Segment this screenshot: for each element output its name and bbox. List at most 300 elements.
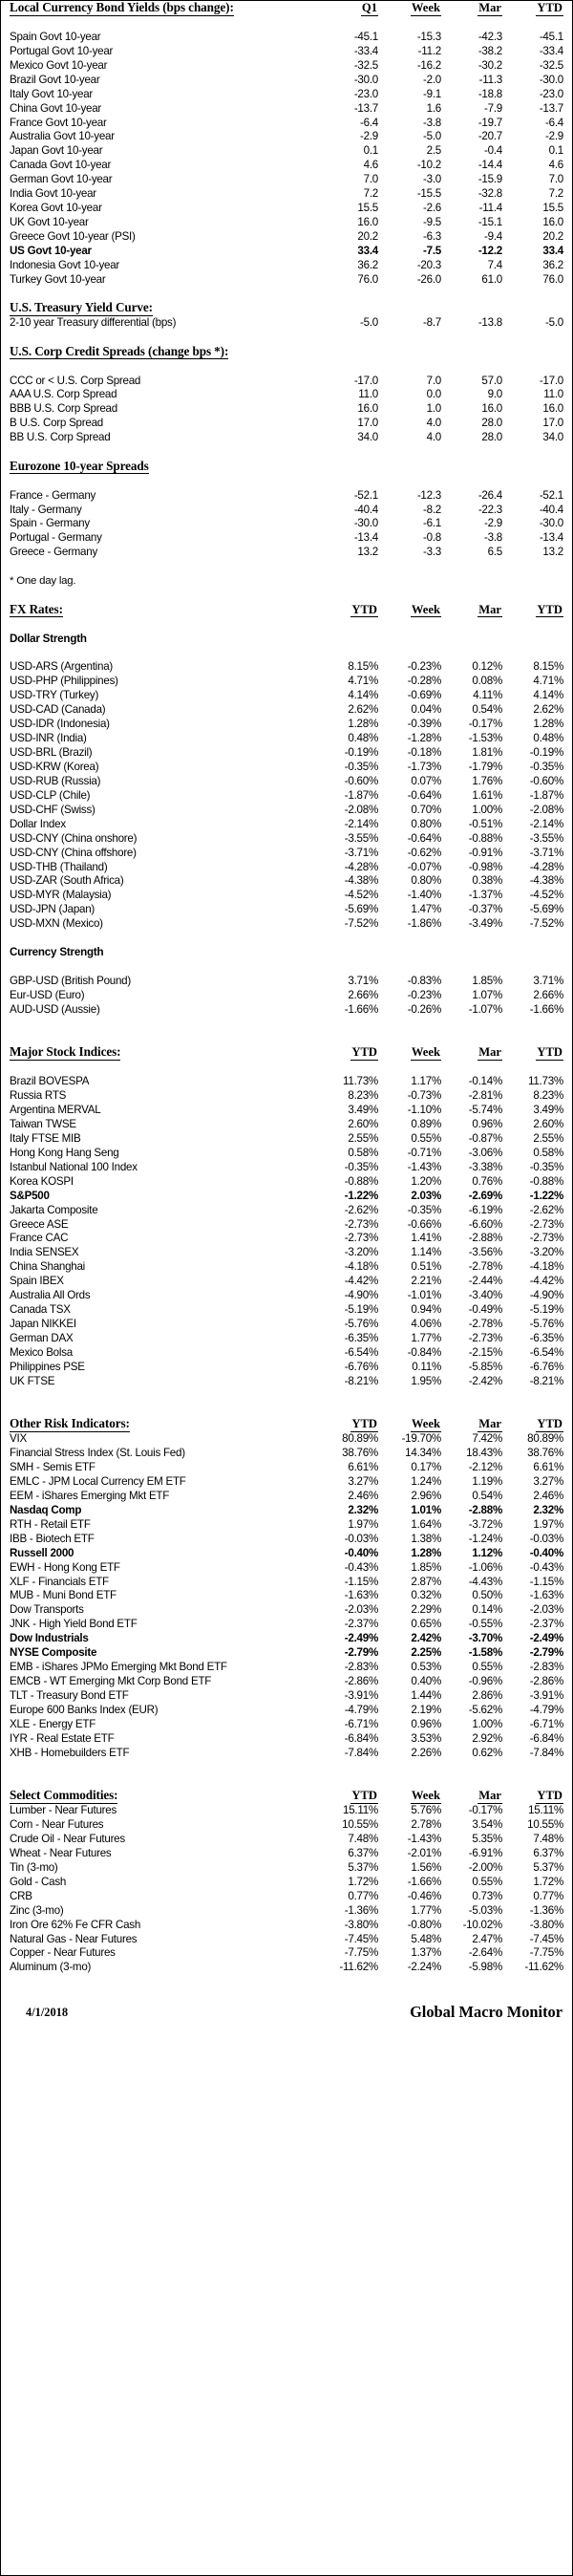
column-header-text: Week xyxy=(411,602,440,616)
spacer-cell xyxy=(1,331,572,345)
row-value: 1.95% xyxy=(411,1374,441,1387)
row-value: -1.10% xyxy=(407,1104,441,1116)
row-value: -0.64% xyxy=(407,831,441,845)
row-value: 4.71% xyxy=(533,675,563,688)
row-value: 0.40% xyxy=(411,1675,441,1688)
row-label: Brazil BOVESPA xyxy=(10,1075,90,1088)
row-label: Jakarta Composite xyxy=(10,1203,98,1216)
table-row xyxy=(1,488,572,503)
row-value: 13.2 xyxy=(542,546,563,559)
section-header-row xyxy=(1,603,572,618)
row-value: -7.84% xyxy=(529,1746,563,1759)
table-row xyxy=(1,1275,572,1289)
row-value: -1.66% xyxy=(407,1875,441,1888)
spacer-cell xyxy=(1,445,572,460)
row-value: -4.52% xyxy=(344,889,378,902)
row-value: 4.14% xyxy=(533,689,563,702)
row-value: -15.9 xyxy=(478,173,502,186)
row-value: -1.63% xyxy=(529,1589,563,1602)
row-value: 7.48% xyxy=(533,1832,563,1845)
row-value: -6.60% xyxy=(468,1217,502,1231)
footer-row xyxy=(1,2004,572,2020)
row-value: -2.08% xyxy=(529,803,563,816)
row-value: 4.6 xyxy=(548,159,563,172)
row-value: 6.37% xyxy=(533,1846,563,1859)
row-label: AAA U.S. Corp Spread xyxy=(10,388,117,401)
table-row xyxy=(1,402,572,417)
row-value: -17.0 xyxy=(353,374,378,387)
row-value: -6.71% xyxy=(529,1717,563,1730)
table-row xyxy=(1,1131,572,1146)
row-value: -0.07% xyxy=(407,860,441,873)
row-value: -7.75% xyxy=(529,1946,563,1960)
row-value: 0.17% xyxy=(411,1461,441,1473)
row-value: -1.53% xyxy=(468,732,502,745)
row-value: -13.7 xyxy=(353,101,378,115)
section-title-fx-rates xyxy=(1,603,322,618)
row-value: -2.86% xyxy=(529,1675,563,1688)
row-value: -4.42% xyxy=(344,1275,378,1288)
row-label: USD-CNY (China offshore) xyxy=(10,846,137,859)
spacer-row xyxy=(1,1975,572,1989)
row-value: -0.39% xyxy=(407,718,441,731)
spacer-cell xyxy=(1,1989,572,2004)
row-label: India SENSEX xyxy=(10,1246,79,1259)
row-value: -9.1 xyxy=(423,87,441,100)
row-value: 7.0 xyxy=(363,173,378,186)
row-label: USD-CLP (Chile) xyxy=(10,788,91,802)
section-title-text: FX Rates: xyxy=(10,601,63,616)
row-value: 0.54% xyxy=(472,703,502,717)
row-label: B U.S. Corp Spread xyxy=(10,417,103,430)
column-header xyxy=(387,603,450,618)
table-row xyxy=(1,903,572,917)
row-value: -0.17% xyxy=(468,1804,502,1817)
table-row xyxy=(1,272,572,287)
row-value: -26.0 xyxy=(416,272,441,286)
row-value: 1.28% xyxy=(533,718,563,731)
spacer-cell xyxy=(1,359,572,374)
row-value: 1.6 xyxy=(426,101,441,115)
row-value: 0.70% xyxy=(411,803,441,816)
section-title-eurozone-spreads xyxy=(1,460,322,475)
spacer-cell xyxy=(1,1774,572,1789)
spacer-cell xyxy=(1,1031,572,1045)
section-header-row xyxy=(1,1417,572,1432)
row-value: -4.90% xyxy=(344,1289,378,1302)
row-label: Italy - Germany xyxy=(10,503,82,516)
row-label: German Govt 10-year xyxy=(10,173,113,186)
column-header-text: YTD xyxy=(351,1417,377,1431)
row-value: 0.55% xyxy=(472,1661,502,1674)
row-label: Brazil Govt 10-year xyxy=(10,73,100,86)
row-value: -0.8 xyxy=(423,531,441,545)
row-label: XLF - Financials ETF xyxy=(10,1575,109,1588)
table-row xyxy=(1,159,572,173)
row-value: 1.97% xyxy=(533,1517,563,1531)
row-value: -2.81% xyxy=(468,1089,502,1103)
row-label: VIX xyxy=(10,1432,27,1446)
row-value: 5.37% xyxy=(533,1860,563,1874)
column-header xyxy=(387,1,450,16)
row-value: 76.0 xyxy=(357,272,378,286)
row-value: 1.37% xyxy=(411,1946,441,1960)
row-value: -40.4 xyxy=(539,503,563,516)
table-row xyxy=(1,1833,572,1847)
column-header-text: Week xyxy=(411,1045,440,1060)
row-label: USD-TRY (Turkey) xyxy=(10,689,99,702)
row-value: 20.2 xyxy=(542,230,563,243)
row-value: 0.54% xyxy=(472,1489,502,1502)
row-value: 0.04% xyxy=(411,703,441,717)
row-value: 7.2 xyxy=(548,187,563,201)
row-value: 7.4 xyxy=(487,258,502,271)
row-value: -4.90% xyxy=(529,1289,563,1302)
column-header-text: Q1 xyxy=(361,1,377,14)
row-label: Dollar Index xyxy=(10,817,66,830)
table-row xyxy=(1,1846,572,1860)
row-value: 1.12% xyxy=(472,1546,502,1559)
row-value: -20.3 xyxy=(416,258,441,271)
row-value: -11.2 xyxy=(417,44,441,57)
row-value: 1.77% xyxy=(411,1332,441,1344)
row-value: 0.51% xyxy=(411,1260,441,1274)
column-header xyxy=(450,1417,511,1432)
table-row xyxy=(1,546,572,560)
footer-date: 4/1/2018 xyxy=(26,2005,69,2019)
subsection-header-row xyxy=(1,946,572,960)
table-row xyxy=(1,689,572,703)
table-row xyxy=(1,1075,572,1089)
row-value: -2.12% xyxy=(468,1461,502,1473)
table-row xyxy=(1,1360,572,1374)
row-value: -6.54% xyxy=(529,1345,563,1359)
row-value: -2.73% xyxy=(529,1217,563,1231)
row-value: -0.43% xyxy=(529,1560,563,1574)
empty-cell xyxy=(387,574,450,589)
row-value: -7.45% xyxy=(529,1932,563,1945)
section-title-text: Major Stock Indices: xyxy=(10,1044,121,1060)
row-label: SMH - Semis ETF xyxy=(10,1461,96,1473)
section-title-stock-indices xyxy=(1,1045,322,1061)
row-label: Corn - Near Futures xyxy=(10,1818,104,1831)
row-value: 0.48% xyxy=(348,732,378,745)
column-header-text: Mar xyxy=(478,1417,501,1431)
row-value: -5.98% xyxy=(468,1961,502,1974)
table-row xyxy=(1,1818,572,1833)
row-value: -19.7 xyxy=(478,116,502,129)
row-value: -2.14% xyxy=(344,817,378,830)
column-header-text: YTD xyxy=(537,1,562,14)
row-value: -2.37% xyxy=(344,1618,378,1631)
row-value: 1.81% xyxy=(472,746,502,759)
row-label: Dow Transports xyxy=(10,1603,84,1617)
row-value: 8.23% xyxy=(348,1089,378,1103)
row-value: 33.4 xyxy=(357,244,378,257)
row-value: 1.00% xyxy=(472,803,502,816)
row-value: -1.24% xyxy=(468,1532,502,1545)
row-value: -5.19% xyxy=(344,1303,378,1317)
row-value: 38.76% xyxy=(342,1447,378,1460)
table-row xyxy=(1,503,572,517)
row-value: 2.26% xyxy=(411,1746,441,1759)
spacer-row xyxy=(1,16,572,31)
table-row xyxy=(1,87,572,101)
section-title-text: Other Risk Indicators: xyxy=(10,1416,130,1431)
row-value: -1.15% xyxy=(344,1575,378,1588)
row-label: Japan NIKKEI xyxy=(10,1318,76,1331)
row-value: -2.9 xyxy=(545,130,563,143)
row-value: -2.78% xyxy=(468,1260,502,1274)
table-row xyxy=(1,1532,572,1546)
spacer-cell xyxy=(1,932,572,946)
section-header-row xyxy=(1,301,572,316)
section-title-corp-spreads xyxy=(1,345,322,360)
section-title-text: Select Commodities: xyxy=(10,1788,118,1803)
spacer-cell xyxy=(1,1403,572,1417)
column-header xyxy=(322,1,387,16)
row-value: -5.0 xyxy=(423,130,441,143)
row-value: 28.0 xyxy=(481,431,502,444)
row-value: -9.4 xyxy=(484,230,502,243)
row-value: -3.55% xyxy=(529,831,563,845)
row-value: 3.54% xyxy=(472,1818,502,1831)
row-value: 1.72% xyxy=(533,1875,563,1888)
row-label: Greece Govt 10-year (PSI) xyxy=(10,230,136,243)
table-row xyxy=(1,746,572,761)
row-value: -3.0 xyxy=(423,173,441,186)
row-value: -26.4 xyxy=(478,488,502,502)
row-value: 2.25% xyxy=(411,1646,441,1660)
row-value: -38.2 xyxy=(478,44,502,57)
column-header xyxy=(322,603,387,618)
row-value: -1.07% xyxy=(468,1002,502,1016)
row-value: -0.14% xyxy=(468,1075,502,1088)
row-value: -1.86% xyxy=(407,917,441,931)
row-value: 0.50% xyxy=(472,1589,502,1602)
row-value: -13.4 xyxy=(353,531,378,545)
row-value: 9.0 xyxy=(487,388,502,401)
row-value: 28.0 xyxy=(481,417,502,430)
row-value: -32.5 xyxy=(353,58,378,72)
table-row xyxy=(1,1461,572,1475)
row-value: -8.7 xyxy=(423,316,441,330)
row-label: Lumber - Near Futures xyxy=(10,1804,117,1817)
row-label: USD-MXN (Mexico) xyxy=(10,917,103,931)
row-value: -3.38% xyxy=(468,1160,502,1173)
table-row xyxy=(1,417,572,431)
row-label: EWH - Hong Kong ETF xyxy=(10,1560,120,1574)
row-value: -0.87% xyxy=(468,1131,502,1145)
row-label: German DAX xyxy=(10,1332,74,1344)
column-header xyxy=(322,1045,387,1061)
row-value: -4.42% xyxy=(529,1275,563,1288)
row-value: 3.27% xyxy=(348,1474,378,1488)
row-value: -30.0 xyxy=(353,517,378,530)
row-label: Philippines PSE xyxy=(10,1360,85,1373)
row-value: -3.71% xyxy=(529,846,563,859)
row-value: -2.14% xyxy=(529,817,563,830)
row-value: 2.46% xyxy=(533,1489,563,1502)
table-row xyxy=(1,1875,572,1889)
row-value: 2.87% xyxy=(411,1575,441,1588)
table-row xyxy=(1,216,572,230)
spacer-row xyxy=(1,331,572,345)
row-value: -11.3 xyxy=(478,73,502,86)
row-label: Wheat - Near Futures xyxy=(10,1846,112,1859)
table-row xyxy=(1,1632,572,1646)
empty-cell xyxy=(322,632,387,646)
spacer-row xyxy=(1,1031,572,1045)
row-value: -8.21% xyxy=(344,1374,378,1387)
section-title-text: Local Currency Bond Yields (bps change): xyxy=(10,0,234,14)
table-row xyxy=(1,1932,572,1946)
row-value: -7.84% xyxy=(344,1746,378,1759)
row-label: Greece ASE xyxy=(10,1217,69,1231)
table-row xyxy=(1,1889,572,1903)
row-value: -8.21% xyxy=(529,1374,563,1387)
column-header-text: YTD xyxy=(537,1417,562,1431)
row-value: -1.79% xyxy=(468,760,502,773)
row-label: EMCB - WT Emerging Mkt Corp Bond ETF xyxy=(10,1675,212,1688)
row-value: 0.0 xyxy=(426,388,441,401)
dollar-strength-subhead: Dollar Strength xyxy=(10,632,87,645)
subsection-header-row xyxy=(1,632,572,646)
row-label: Portugal - Germany xyxy=(10,531,102,545)
row-value: 5.76% xyxy=(411,1804,441,1817)
row-label: Canada Govt 10-year xyxy=(10,159,112,172)
row-label: IBB - Biotech ETF xyxy=(10,1532,95,1545)
row-label: India Govt 10-year xyxy=(10,187,96,201)
row-label: GBP-USD (British Pound) xyxy=(10,975,131,987)
row-value: -0.40% xyxy=(344,1546,378,1559)
row-value: 1.76% xyxy=(472,774,502,787)
empty-cell xyxy=(322,574,387,589)
row-value: 2.55% xyxy=(348,1131,378,1145)
table-row xyxy=(1,1174,572,1189)
row-value: -2.00% xyxy=(468,1860,502,1874)
row-value: -1.15% xyxy=(529,1575,563,1588)
row-value: 10.55% xyxy=(527,1818,563,1831)
column-header xyxy=(511,1,572,16)
row-value: -9.5 xyxy=(423,216,441,229)
row-value: -0.18% xyxy=(407,746,441,759)
table-row xyxy=(1,230,572,245)
row-value: 4.14% xyxy=(348,689,378,702)
row-value: 0.11% xyxy=(412,1360,441,1373)
row-value: -0.60% xyxy=(529,774,563,787)
table-row xyxy=(1,1903,572,1918)
row-value: 3.27% xyxy=(533,1474,563,1488)
row-value: 0.58% xyxy=(533,1146,563,1159)
row-value: -3.71% xyxy=(344,846,378,859)
row-label: China Govt 10-year xyxy=(10,101,102,115)
row-value: 0.14% xyxy=(472,1603,502,1617)
table-row xyxy=(1,1332,572,1346)
row-value: -1.22% xyxy=(529,1189,563,1202)
row-value: 2.03% xyxy=(411,1189,441,1202)
row-label: Dow Industrials xyxy=(10,1632,89,1645)
row-value: 2.96% xyxy=(411,1489,441,1502)
column-header-text: YTD xyxy=(351,1789,377,1803)
row-value: 76.0 xyxy=(542,272,563,286)
table-row xyxy=(1,1160,572,1174)
row-value: -15.5 xyxy=(416,187,441,201)
row-value: -15.3 xyxy=(416,30,441,43)
row-label: Portugal Govt 10-year xyxy=(10,44,114,57)
row-value: -17.0 xyxy=(539,374,563,387)
row-value: -3.91% xyxy=(529,1689,563,1702)
spacer-row xyxy=(1,1388,572,1403)
column-header xyxy=(322,301,387,316)
column-header xyxy=(387,1417,450,1432)
row-value: 8.23% xyxy=(533,1089,563,1103)
row-value: -2.83% xyxy=(344,1661,378,1674)
row-label: Taiwan TWSE xyxy=(10,1117,76,1130)
row-value: -0.35% xyxy=(344,1160,378,1173)
row-value: 16.0 xyxy=(357,402,378,416)
row-label: Aluminum (3-mo) xyxy=(10,1961,92,1974)
row-label: CCC or < U.S. Corp Spread xyxy=(10,374,141,387)
column-header xyxy=(511,1789,572,1804)
empty-cell xyxy=(387,946,450,960)
table-row xyxy=(1,258,572,272)
row-value: -1.63% xyxy=(344,1589,378,1602)
row-value: -2.0 xyxy=(423,73,441,86)
table-row xyxy=(1,431,572,445)
row-value: 0.96% xyxy=(472,1117,502,1130)
row-value: -30.2 xyxy=(478,58,502,72)
row-value: 0.94% xyxy=(411,1303,441,1317)
spacer-row xyxy=(1,560,572,574)
table-row xyxy=(1,1589,572,1603)
spacer-row xyxy=(1,932,572,946)
row-value: 7.0 xyxy=(426,374,441,387)
row-value: 15.11% xyxy=(343,1804,378,1817)
row-label: Mexico Bolsa xyxy=(10,1345,73,1359)
spacer-cell xyxy=(1,1760,572,1774)
row-value: 16.0 xyxy=(542,402,563,416)
row-value: -3.06% xyxy=(468,1146,502,1159)
row-value: 7.0 xyxy=(548,173,563,186)
row-value: -0.62% xyxy=(407,846,441,859)
row-value: -3.72% xyxy=(468,1517,502,1531)
row-value: -32.8 xyxy=(478,187,502,201)
row-value: 57.0 xyxy=(481,374,502,387)
row-label: EMLC - JPM Local Currency EM ETF xyxy=(10,1474,186,1488)
row-label: Australia All Ords xyxy=(10,1289,91,1302)
row-value: -5.76% xyxy=(529,1318,563,1331)
row-value: -33.4 xyxy=(353,44,378,57)
footer-brand: Global Macro Monitor xyxy=(410,2002,562,2021)
row-value: -0.4 xyxy=(484,144,502,158)
row-value: 2.62% xyxy=(348,703,378,717)
row-value: -0.69% xyxy=(407,689,441,702)
row-value: -7.9 xyxy=(484,101,502,115)
row-value: 14.34% xyxy=(405,1447,441,1460)
row-label: USD-MYR (Malaysia) xyxy=(10,889,112,902)
row-value: -2.62% xyxy=(344,1203,378,1216)
row-value: -1.87% xyxy=(529,788,563,802)
table-row xyxy=(1,1546,572,1560)
row-value: 1.56% xyxy=(411,1860,441,1874)
row-value: -33.4 xyxy=(539,44,563,57)
section-title-text: U.S. Corp Credit Spreads (change bps *): xyxy=(10,343,229,358)
row-label: Eur-USD (Euro) xyxy=(10,988,85,1001)
column-header xyxy=(511,345,572,360)
row-value: -0.83% xyxy=(407,975,441,987)
row-value: -23.0 xyxy=(539,87,563,100)
